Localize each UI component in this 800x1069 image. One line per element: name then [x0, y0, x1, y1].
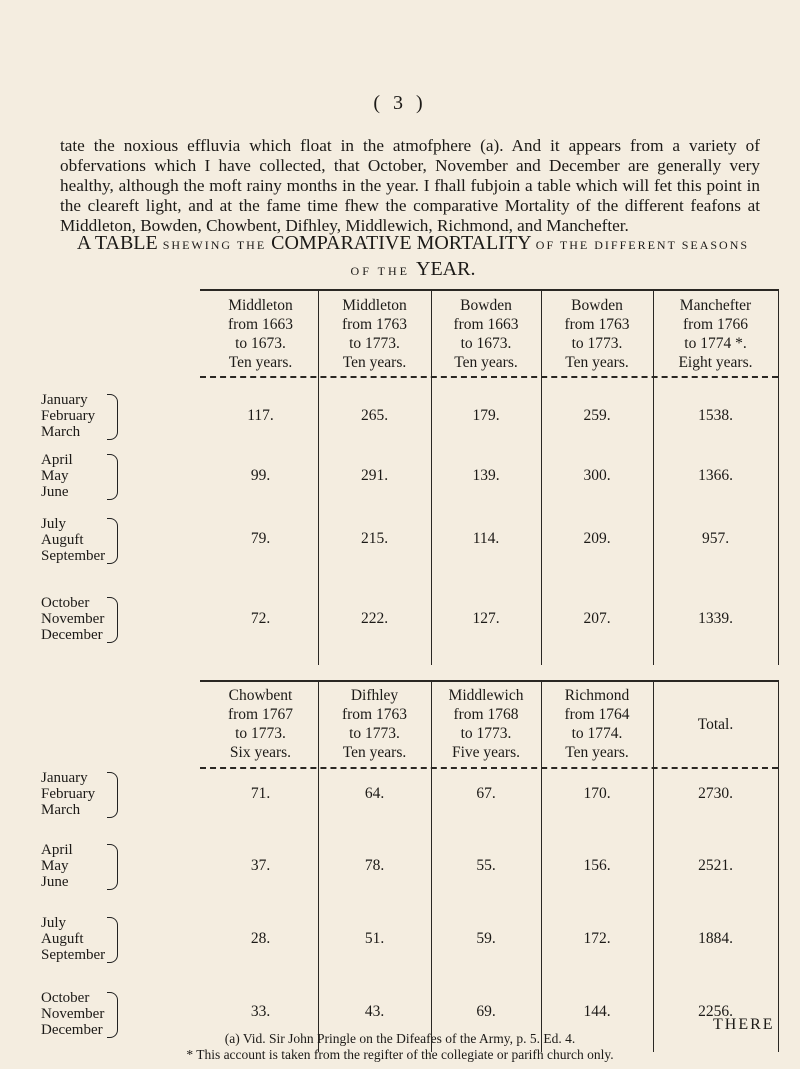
table-cell: 51.: [364, 930, 385, 947]
table1-column-header: Bowden from 1763 to 1773. Ten years.: [564, 297, 630, 371]
table-cell: 957.: [701, 530, 730, 547]
month-brace: [107, 917, 118, 963]
table-cell: 37.: [250, 857, 271, 874]
month-brace: [107, 394, 118, 440]
table-cell: 1339.: [698, 610, 733, 627]
table-cell: 179.: [472, 407, 500, 424]
month-brace: [107, 772, 118, 818]
total-cell: 2730.: [698, 785, 733, 802]
table1-column-header: Middleton from 1763 to 1773. Ten years.: [341, 297, 407, 371]
table-cell: 33.: [250, 1003, 271, 1020]
month-brace: [107, 844, 118, 890]
table2-top-rule: [200, 680, 778, 682]
table-cell: 99.: [250, 467, 271, 484]
table1-divider: [778, 289, 779, 665]
total-cell: 2256.: [698, 1003, 733, 1020]
month-group: April May June: [41, 452, 73, 500]
page-number: ( 3 ): [373, 92, 427, 114]
table-cell: 144.: [583, 1003, 611, 1020]
table-cell: 291.: [360, 467, 389, 484]
month-brace: [107, 454, 118, 500]
month-brace: [107, 597, 118, 643]
table-title-lead: A TABLE: [76, 232, 158, 254]
month-group: October November December: [41, 990, 105, 1038]
table2-column-header: Richmond from 1764 to 1774. Ten years.: [564, 687, 630, 761]
month-brace: [107, 518, 118, 564]
month-group: October November December: [41, 595, 105, 643]
table-cell: 72.: [250, 610, 271, 627]
table-cell: 71.: [250, 785, 271, 802]
table-cell: 1538.: [698, 407, 733, 424]
table-title-line2: OF THE YEAR.: [350, 258, 476, 280]
table-cell: 55.: [476, 857, 496, 874]
footnote-a: (a) Vid. Sir John Pringle on the Difeafes of the Army, p. 5. Ed. 4.: [224, 1031, 576, 1046]
table1-column-header: Middleton from 1663 to 1673. Ten years.: [227, 297, 293, 371]
table-cell: 139.: [472, 467, 500, 484]
table-cell: 114.: [472, 530, 500, 547]
table-cell: 300.: [583, 467, 611, 484]
table-cell: 207.: [583, 610, 611, 627]
table-cell: 43.: [364, 1003, 385, 1020]
table-title-seasons: OF THE DIFFERENT SEASONS: [535, 238, 750, 252]
table-cell: 69.: [476, 1003, 496, 1020]
table2-column-header: Chowbent from 1767 to 1773. Six years.: [227, 687, 293, 761]
table2-divider: [778, 680, 779, 1052]
table-cell: 79.: [250, 530, 271, 547]
table-cell: 67.: [476, 785, 496, 802]
table-cell: 28.: [250, 930, 271, 947]
body-paragraph: tate the noxious effluvia which float in the atmofphere (a). And it appears from a variety of obfervations which I have collected, that October, November and December are generally very healthy, although the moft rainy months in the year. I fhall fubjoin a table which will fet this point in the cleareft light, and at the fame time fhew the comparative Mortality of the different feafons at Middleton, Bowden, Chowbent, Difhley, Middlewich, Richmond, and Manchefter.: [60, 136, 760, 235]
table1-top-rule: [200, 289, 778, 291]
table-cell: 117.: [247, 407, 274, 424]
table2-column-header: Middlewich from 1768 to 1773. Five years.: [448, 687, 524, 761]
footnote-star: * This account is taken from the regifter of the collegiate or parifh church only.: [186, 1047, 614, 1062]
table-title-shewing: SHEWING THE: [162, 238, 267, 252]
table-cell: 127.: [472, 610, 500, 627]
month-group: April May June: [41, 842, 73, 890]
month-group: January February March: [41, 770, 96, 818]
table-cell: 209.: [583, 530, 611, 547]
table-cell: 222.: [360, 610, 389, 627]
table-cell: 172.: [583, 930, 611, 947]
table-cell: 170.: [583, 785, 611, 802]
table-cell: 1366.: [698, 467, 733, 484]
table-title-main: COMPARATIVE MORTALITY: [271, 232, 531, 254]
table-cell: 259.: [583, 407, 611, 424]
month-group: January February March: [41, 392, 96, 440]
table-cell: 215.: [360, 530, 389, 547]
month-group: July Auguft September: [41, 915, 106, 963]
table2-column-header: Difhley from 1763 to 1773. Ten years.: [341, 687, 407, 761]
catchword: THERE: [713, 1016, 775, 1033]
table1-column-header: Manchefter from 1766 to 1774 *. Eight years.: [678, 297, 753, 371]
table1-header-rule: [200, 376, 778, 378]
total-cell: 1884.: [698, 930, 733, 947]
table2-header-rule: [200, 767, 778, 769]
month-group: July Auguft September: [41, 516, 106, 564]
table-cell: 64.: [364, 785, 385, 802]
total-cell: 2521.: [698, 857, 733, 874]
table-cell: 265.: [360, 407, 389, 424]
total-column-header: Total.: [697, 716, 734, 733]
table-title: [48, 231, 778, 283]
table-cell: 59.: [476, 930, 496, 947]
table1-column-header: Bowden from 1663 to 1673. Ten years.: [453, 297, 519, 371]
table-cell: 156.: [583, 857, 611, 874]
table-cell: 78.: [364, 857, 385, 874]
